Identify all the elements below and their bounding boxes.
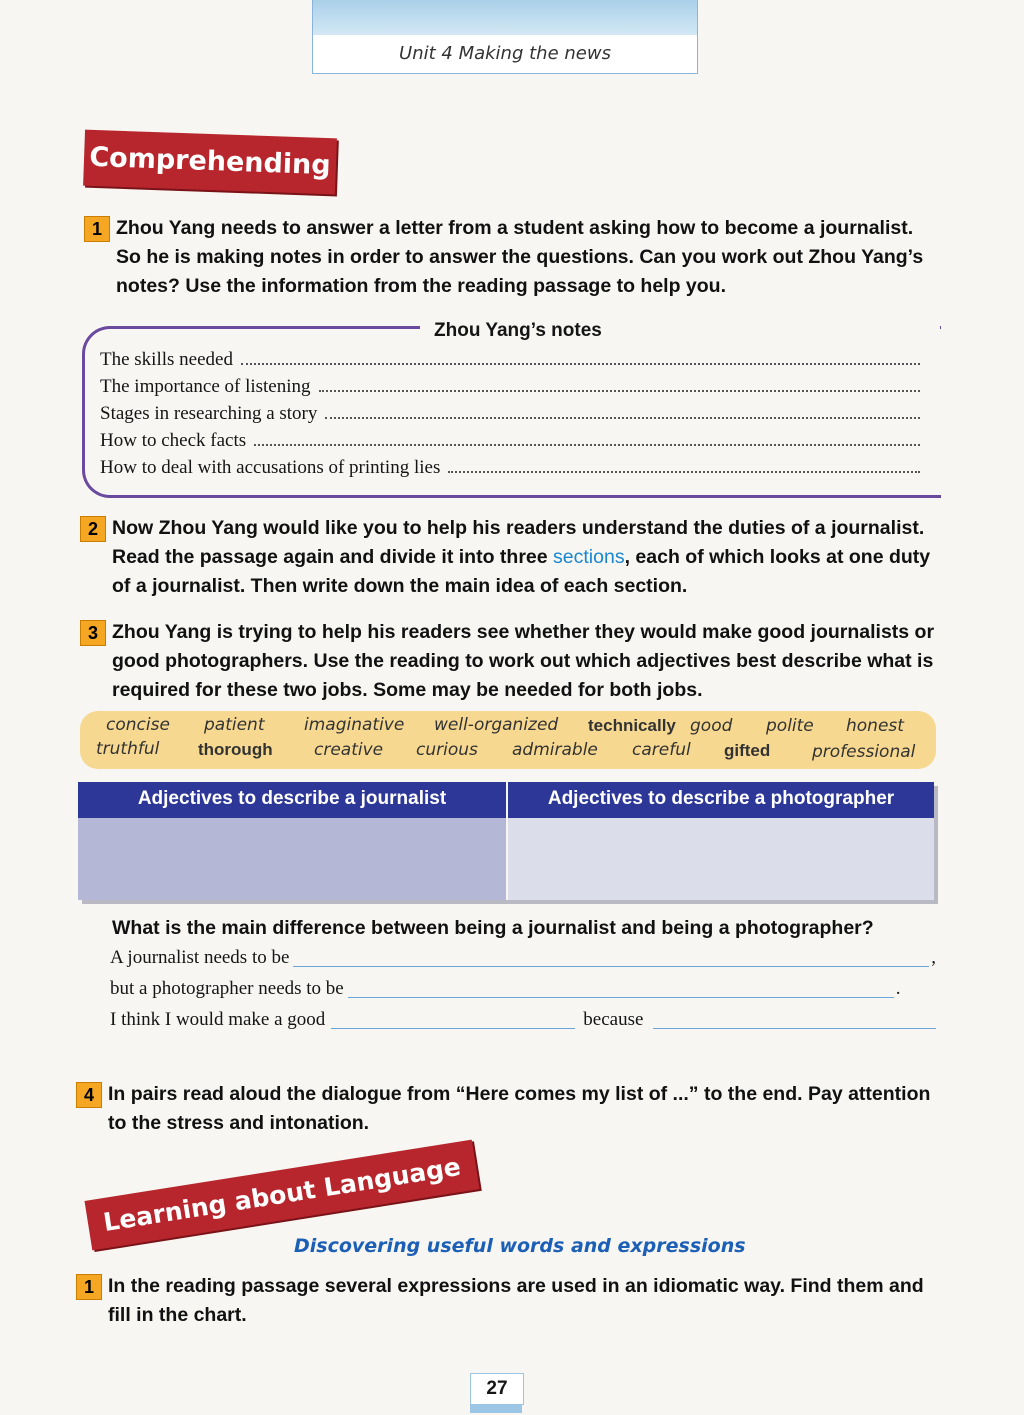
- question-text: Zhou Yang is trying to help his readers see whether they would make good journalists or good photographers. Use the reading to work out which adjectives best describe what is required for these two jobs. Some may be needed for both jobs.: [112, 621, 935, 701]
- question-text: Zhou Yang needs to answer a letter from a student asking how to become a journalist. So he is making notes in order to answer the questions. Can you work out Zhou Yang’s notes? Use the information from the reading passage to help you.: [116, 217, 924, 297]
- journalist-answer-cell[interactable]: [78, 818, 506, 900]
- answer-line[interactable]: [348, 975, 894, 998]
- language-question-1: [83, 1272, 938, 1330]
- question-4: [83, 1080, 938, 1138]
- section-banner-comprehending: Comprehending: [83, 130, 337, 195]
- question-3: [87, 618, 940, 705]
- answer-line[interactable]: [319, 390, 920, 392]
- adjective: good: [690, 716, 733, 736]
- answer-line[interactable]: [241, 363, 920, 365]
- answer-line[interactable]: [331, 1006, 575, 1029]
- answer-line[interactable]: [325, 417, 920, 419]
- question-number: 4: [76, 1082, 102, 1108]
- answer-prompt: A journalist needs to be: [110, 947, 290, 968]
- note-row[interactable]: [100, 398, 926, 425]
- note-label: The importance of listening: [100, 376, 311, 397]
- question-number: 1: [84, 216, 110, 242]
- header-image: [313, 0, 697, 35]
- adjective: careful: [632, 740, 691, 760]
- adjective: truthful: [96, 739, 160, 759]
- adjective: honest: [846, 716, 904, 736]
- answer-prompt: I think I would make a good: [110, 1009, 326, 1030]
- question-number: 2: [80, 516, 106, 542]
- answer-line[interactable]: [448, 471, 920, 473]
- subsection-title: Discovering useful words and expressions: [294, 1235, 746, 1257]
- question-1: [91, 214, 942, 301]
- page-number: 27: [470, 1373, 524, 1405]
- question-text: In pairs read aloud the dialogue from “Here comes my list of ...” to the end. Pay attention to the stress and intonation.: [108, 1083, 931, 1134]
- adjective: admirable: [512, 740, 598, 760]
- section-banner-learning-language: Learning about Language: [85, 1140, 480, 1251]
- unit-header: [312, 0, 698, 74]
- note-label: The skills needed: [100, 349, 233, 370]
- note-label: How to check facts: [100, 430, 247, 451]
- adjective: technically: [588, 716, 676, 735]
- notes-list: [100, 344, 926, 479]
- adjective: polite: [766, 716, 814, 736]
- difference-question: What is the main difference between being a journalist and being a photographer?: [112, 917, 874, 939]
- adjective: thorough: [198, 740, 273, 759]
- adjective-word-bank: [80, 711, 936, 769]
- answer-line[interactable]: [254, 444, 920, 446]
- adjective: curious: [416, 740, 478, 760]
- adjective: imaginative: [304, 715, 405, 735]
- note-row[interactable]: [100, 344, 926, 371]
- punctuation: ,: [931, 947, 936, 968]
- question-text: In the reading passage several expressions are used in an idiomatic way. Find them and fill in the chart.: [108, 1275, 924, 1326]
- adjective: patient: [204, 715, 265, 735]
- table-header-photographer: Adjectives to describe a photographer: [508, 782, 934, 818]
- note-row[interactable]: [100, 425, 926, 452]
- table-header-journalist: Adjectives to describe a journalist: [78, 782, 506, 818]
- unit-title: Unit 4 Making the news: [399, 43, 611, 64]
- adjective: professional: [812, 742, 916, 762]
- highlight-word: sections: [553, 546, 625, 568]
- adjective: concise: [106, 715, 170, 735]
- adjective: creative: [314, 740, 384, 760]
- adjective: gifted: [724, 741, 771, 760]
- adjective-table: [78, 782, 934, 900]
- answer-line[interactable]: [653, 1006, 936, 1029]
- difference-answers: [110, 942, 936, 1035]
- question-2: [87, 514, 940, 601]
- note-row[interactable]: [100, 371, 926, 398]
- note-label: Stages in researching a story: [100, 403, 318, 424]
- punctuation: .: [895, 978, 901, 999]
- notes-title: Zhou Yang’s notes: [434, 320, 602, 341]
- note-row[interactable]: [100, 452, 926, 479]
- answer-line[interactable]: [293, 944, 929, 967]
- adjective: well-organized: [434, 715, 559, 735]
- question-number: 1: [76, 1274, 102, 1300]
- question-text: , each of which looks at one duty of a journalist. Then write down the main idea of each section.: [112, 546, 931, 597]
- answer-prompt: but a photographer needs to be: [110, 978, 344, 999]
- question-text: Now Zhou Yang would like you to help his readers understand the duties of a journalist. Read the passage again and divide it into three: [112, 517, 925, 568]
- note-label: How to deal with accusations of printing lies: [100, 457, 441, 478]
- question-number: 3: [80, 620, 106, 646]
- photographer-answer-cell[interactable]: [508, 818, 934, 900]
- answer-prompt: because: [583, 1009, 644, 1030]
